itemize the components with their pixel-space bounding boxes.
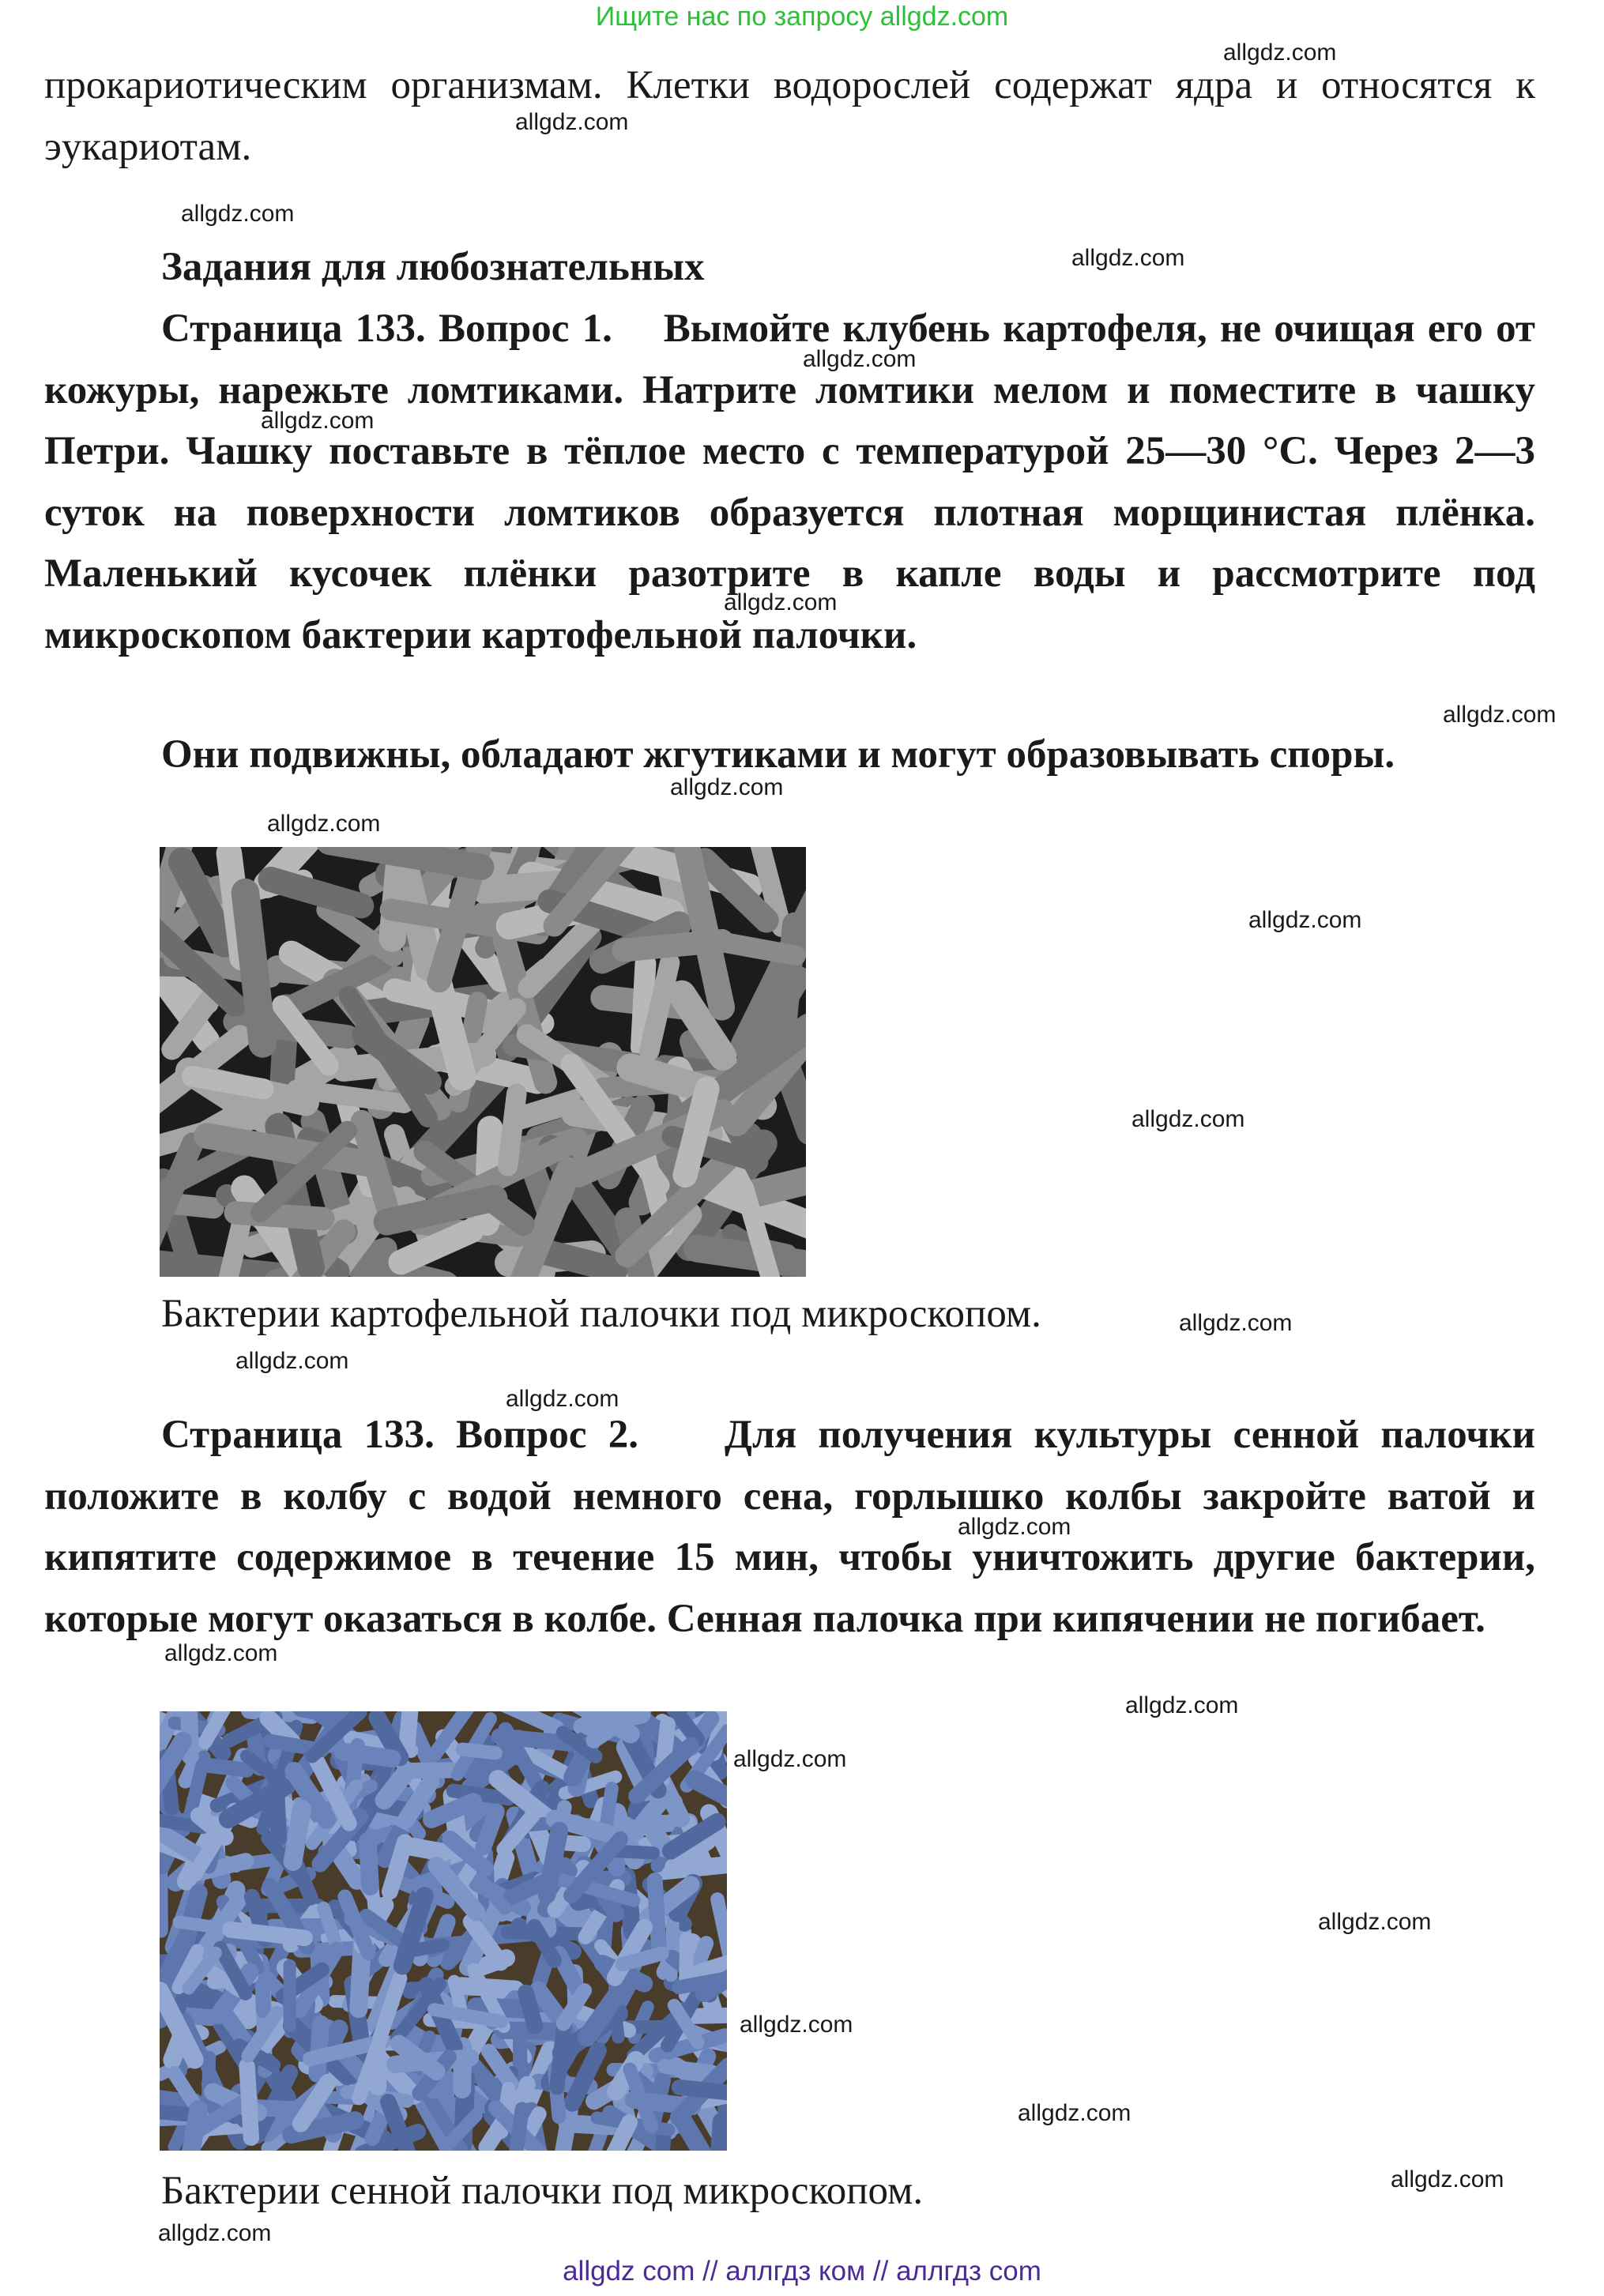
- watermark: allgdz.com: [958, 1514, 1071, 1540]
- hay-bacillus-photo: [160, 1711, 727, 2151]
- watermark: allgdz.com: [740, 2012, 853, 2038]
- footer-links[interactable]: allgdz com // аллгдз ком // аллгдз com: [563, 2256, 1041, 2287]
- hay-bacillus-image: [160, 1711, 727, 2151]
- question-2-label: Страница 133. Вопрос 2.: [161, 1413, 638, 1457]
- photo-1-caption: Бактерии картофельной палочки под микроскопом.: [161, 1292, 1041, 1336]
- watermark: allgdz.com: [1131, 1106, 1245, 1132]
- watermark: allgdz.com: [261, 408, 375, 434]
- question-2-paragraph: [44, 1405, 1535, 1650]
- search-hint-link[interactable]: Ищите нас по запросу allgdz.com: [595, 2, 1009, 32]
- watermark: allgdz.com: [803, 346, 917, 372]
- watermark: allgdz.com: [724, 589, 838, 615]
- watermark: allgdz.com: [1318, 1909, 1432, 1935]
- watermark: allgdz.com: [1248, 907, 1362, 933]
- watermark: allgdz.com: [506, 1386, 619, 1412]
- watermark: allgdz.com: [733, 1746, 847, 1772]
- watermark: allgdz.com: [158, 2220, 272, 2246]
- potato-bacillus-image: [160, 847, 806, 1277]
- watermark: allgdz.com: [267, 811, 381, 837]
- watermark: allgdz.com: [670, 774, 784, 800]
- watermark: allgdz.com: [1391, 2166, 1504, 2192]
- watermark: allgdz.com: [515, 109, 629, 135]
- watermark: allgdz.com: [1071, 245, 1185, 271]
- watermark: allgdz.com: [1125, 1692, 1239, 1718]
- photo-2-caption: Бактерии сенной палочки под микроскопом.: [161, 2169, 924, 2213]
- intro-paragraph: прокариотическим организмам. Клетки водорослей содержат ядра и относятся к эукариотам.: [44, 63, 1535, 169]
- watermark: allgdz.com: [1443, 702, 1557, 728]
- watermark: allgdz.com: [1223, 40, 1337, 66]
- question-1-text: Вымойте клубень картофеля, не очищая его от кожуры, нарежьте ломтиками. Натрите ломтики мелом и поместите в чашку Петри. Чашку поставьте в тёплое место с температурой 25—30 °С. Через 2—3 суток на поверхности ломтиков образуется плотная морщинистая плёнка. Маленький кусочек плёнки разотрите в капле воды и рассмотрите под микроскопом бактерии картофельной палочки.: [44, 307, 1535, 657]
- watermark: allgdz.com: [181, 201, 295, 227]
- section-heading: Задания для любознательных: [161, 245, 705, 289]
- watermark: allgdz.com: [164, 1640, 278, 1666]
- watermark: allgdz.com: [1179, 1310, 1293, 1336]
- potato-bacillus-photo: [160, 847, 806, 1277]
- watermark: allgdz.com: [235, 1348, 349, 1374]
- question-2-text: Для получения культуры сенной палочки положите в колбу с водой немного сена, горлышко колбы закройте ватой и кипятите содержимое в течение 15 мин, чтобы уничтожить другие бактерии, которые могут оказаться в колбе. Сенная палочка при кипячении не погибает.: [44, 1413, 1535, 1641]
- watermark: allgdz.com: [1018, 2100, 1131, 2126]
- question-1-label: Страница 133. Вопрос 1.: [161, 307, 612, 351]
- question-1-answer: Они подвижны, обладают жгутиками и могут образовывать споры.: [161, 732, 1395, 777]
